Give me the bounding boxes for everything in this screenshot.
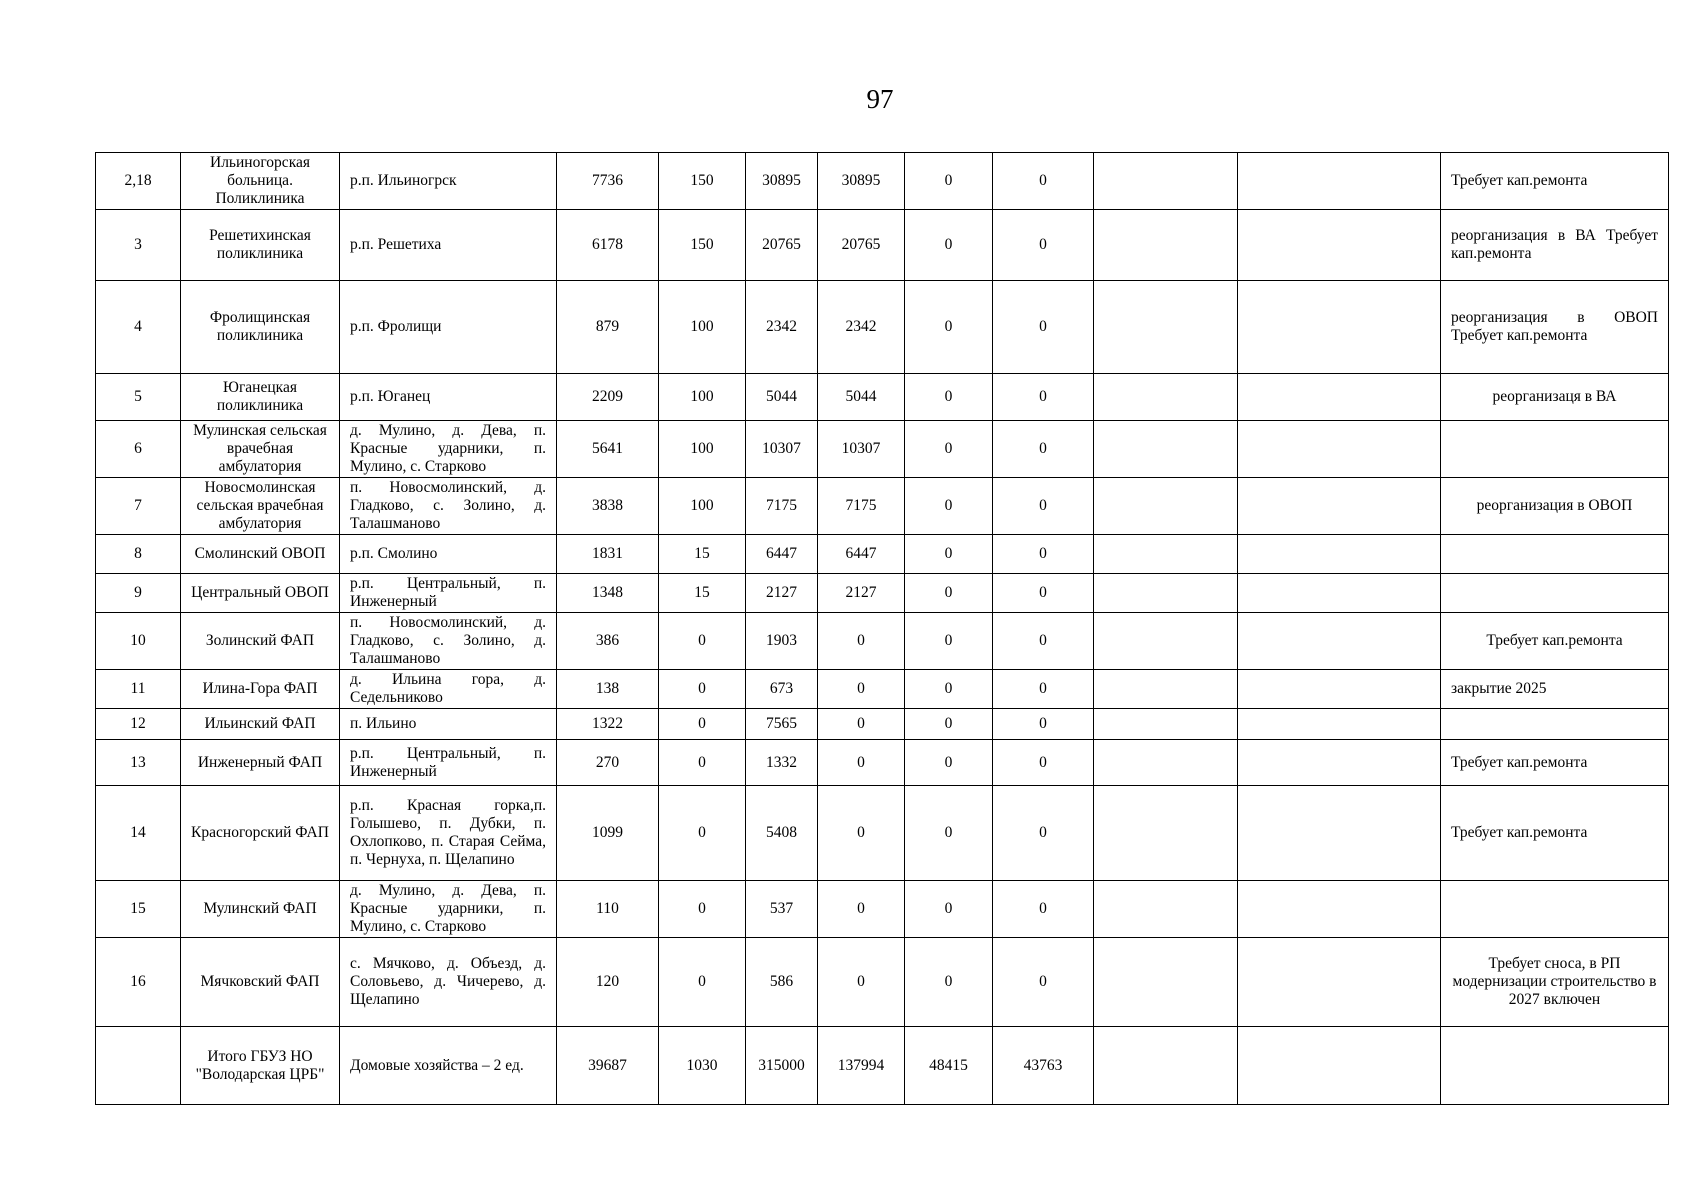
value-cell: 673 — [746, 670, 818, 709]
value-cell: 0 — [993, 709, 1094, 740]
value-cell: 48415 — [905, 1027, 993, 1105]
row-number — [96, 1027, 181, 1105]
value-cell: 0 — [993, 786, 1094, 881]
page-number: 97 — [866, 84, 894, 114]
empty-cell — [1238, 210, 1441, 281]
table-row — [96, 740, 1669, 786]
note-cell — [1441, 535, 1669, 574]
empty-cell — [1094, 210, 1238, 281]
value-cell: 0 — [993, 374, 1094, 421]
value-cell: 0 — [905, 613, 993, 670]
value-cell: 0 — [993, 421, 1094, 478]
facility-name: Центральный ОВОП — [181, 574, 340, 613]
row-number: 10 — [96, 613, 181, 670]
value-cell: 0 — [993, 670, 1094, 709]
value-cell: 0 — [659, 709, 746, 740]
value-cell: 30895 — [746, 153, 818, 210]
empty-cell — [1238, 374, 1441, 421]
facility-address: Домовые хозяйства – 2 ед. — [340, 1027, 557, 1105]
table-row — [96, 786, 1669, 881]
empty-cell — [1094, 709, 1238, 740]
row-number: 4 — [96, 281, 181, 374]
value-cell: 0 — [905, 210, 993, 281]
value-cell: 0 — [993, 938, 1094, 1027]
value-cell: 0 — [993, 740, 1094, 786]
value-cell: 20765 — [818, 210, 905, 281]
value-cell: 6447 — [746, 535, 818, 574]
empty-cell — [1094, 574, 1238, 613]
table-row — [96, 210, 1669, 281]
note-cell — [1441, 881, 1669, 938]
value-cell: 0 — [659, 613, 746, 670]
row-number: 9 — [96, 574, 181, 613]
facility-name: Ильиногорская больница. Поликлиника — [181, 153, 340, 210]
empty-cell — [1094, 740, 1238, 786]
value-cell: 100 — [659, 421, 746, 478]
value-cell: 0 — [905, 938, 993, 1027]
value-cell: 0 — [993, 478, 1094, 535]
value-cell: 0 — [818, 938, 905, 1027]
facility-address: р.п. Смолино — [340, 535, 557, 574]
empty-cell — [1094, 478, 1238, 535]
facility-address: д. Мулино, д. Дева, п. Красные ударники, п. Мулино, с. Старково — [340, 881, 557, 938]
empty-cell — [1094, 613, 1238, 670]
value-cell: 5408 — [746, 786, 818, 881]
value-cell: 386 — [557, 613, 659, 670]
value-cell: 0 — [818, 709, 905, 740]
value-cell: 1831 — [557, 535, 659, 574]
empty-cell — [1094, 1027, 1238, 1105]
value-cell: 0 — [993, 613, 1094, 670]
value-cell: 0 — [905, 153, 993, 210]
value-cell: 0 — [905, 740, 993, 786]
row-number: 6 — [96, 421, 181, 478]
value-cell: 0 — [659, 786, 746, 881]
value-cell: 0 — [659, 670, 746, 709]
row-number: 3 — [96, 210, 181, 281]
value-cell: 5044 — [746, 374, 818, 421]
value-cell: 15 — [659, 574, 746, 613]
row-number: 13 — [96, 740, 181, 786]
table-row — [96, 374, 1669, 421]
note-cell: реорганизаця в ВА — [1441, 374, 1669, 421]
value-cell: 39687 — [557, 1027, 659, 1105]
value-cell: 2127 — [746, 574, 818, 613]
note-cell: Требует сноса, в РП модернизации строительство в 2027 включен — [1441, 938, 1669, 1027]
value-cell: 0 — [993, 281, 1094, 374]
value-cell: 2342 — [818, 281, 905, 374]
empty-cell — [1238, 670, 1441, 709]
empty-cell — [1238, 709, 1441, 740]
facility-name: Илина-Гора ФАП — [181, 670, 340, 709]
table-row — [96, 281, 1669, 374]
value-cell: 0 — [818, 740, 905, 786]
facility-address: д. Мулино, д. Дева, п. Красные ударники, п. Мулино, с. Старково — [340, 421, 557, 478]
facility-name: Инженерный ФАП — [181, 740, 340, 786]
table-row — [96, 709, 1669, 740]
empty-cell — [1094, 786, 1238, 881]
value-cell: 0 — [818, 786, 905, 881]
value-cell: 150 — [659, 210, 746, 281]
note-cell — [1441, 421, 1669, 478]
empty-cell — [1094, 421, 1238, 478]
facility-name: Ильинский ФАП — [181, 709, 340, 740]
facility-name: Итого ГБУЗ НО "Володарская ЦРБ" — [181, 1027, 340, 1105]
row-number: 5 — [96, 374, 181, 421]
value-cell: 7175 — [746, 478, 818, 535]
value-cell: 100 — [659, 281, 746, 374]
empty-cell — [1238, 938, 1441, 1027]
note-cell — [1441, 1027, 1669, 1105]
facility-name: Новосмолинская сельская врачебная амбулатория — [181, 478, 340, 535]
value-cell: 1348 — [557, 574, 659, 613]
table-row — [96, 881, 1669, 938]
row-number: 15 — [96, 881, 181, 938]
empty-cell — [1238, 153, 1441, 210]
table-row — [96, 535, 1669, 574]
facilities-table — [95, 152, 1669, 1105]
note-cell: Требует кап.ремонта — [1441, 613, 1669, 670]
value-cell: 0 — [993, 153, 1094, 210]
value-cell: 1030 — [659, 1027, 746, 1105]
value-cell: 1322 — [557, 709, 659, 740]
note-cell: реорганизация в ОВОП Требует кап.ремонта — [1441, 281, 1669, 374]
note-cell: Требует кап.ремонта — [1441, 740, 1669, 786]
empty-cell — [1238, 613, 1441, 670]
value-cell: 270 — [557, 740, 659, 786]
table-row — [96, 938, 1669, 1027]
value-cell: 0 — [905, 374, 993, 421]
value-cell: 0 — [905, 786, 993, 881]
table-row — [96, 421, 1669, 478]
value-cell: 2209 — [557, 374, 659, 421]
facility-address: р.п. Юганец — [340, 374, 557, 421]
empty-cell — [1238, 740, 1441, 786]
note-cell: Требует кап.ремонта — [1441, 153, 1669, 210]
note-cell: реорганизация в ОВОП — [1441, 478, 1669, 535]
value-cell: 110 — [557, 881, 659, 938]
value-cell: 3838 — [557, 478, 659, 535]
facility-name: Решетихинская поликлиника — [181, 210, 340, 281]
value-cell: 120 — [557, 938, 659, 1027]
value-cell: 6178 — [557, 210, 659, 281]
value-cell: 43763 — [993, 1027, 1094, 1105]
facility-address: р.п. Ильиногрск — [340, 153, 557, 210]
note-cell — [1441, 709, 1669, 740]
value-cell: 0 — [818, 881, 905, 938]
row-number: 14 — [96, 786, 181, 881]
value-cell: 0 — [993, 881, 1094, 938]
value-cell: 5641 — [557, 421, 659, 478]
row-number: 8 — [96, 535, 181, 574]
value-cell: 537 — [746, 881, 818, 938]
facility-name: Смолинский ОВОП — [181, 535, 340, 574]
value-cell: 10307 — [818, 421, 905, 478]
table-row — [96, 574, 1669, 613]
table-row — [96, 153, 1669, 210]
empty-cell — [1094, 881, 1238, 938]
value-cell: 0 — [659, 740, 746, 786]
note-cell — [1441, 574, 1669, 613]
value-cell: 7175 — [818, 478, 905, 535]
value-cell: 20765 — [746, 210, 818, 281]
table-row — [96, 613, 1669, 670]
empty-cell — [1238, 786, 1441, 881]
empty-cell — [1238, 535, 1441, 574]
value-cell: 6447 — [818, 535, 905, 574]
empty-cell — [1094, 374, 1238, 421]
value-cell: 100 — [659, 374, 746, 421]
row-number: 2,18 — [96, 153, 181, 210]
facility-address: р.п. Фролищи — [340, 281, 557, 374]
value-cell: 0 — [905, 478, 993, 535]
value-cell: 2127 — [818, 574, 905, 613]
value-cell: 2342 — [746, 281, 818, 374]
value-cell: 7736 — [557, 153, 659, 210]
facility-name: Юганецкая поликлиника — [181, 374, 340, 421]
empty-cell — [1238, 881, 1441, 938]
empty-cell — [1094, 938, 1238, 1027]
empty-cell — [1094, 670, 1238, 709]
value-cell: 5044 — [818, 374, 905, 421]
value-cell: 150 — [659, 153, 746, 210]
empty-cell — [1238, 1027, 1441, 1105]
table-row — [96, 478, 1669, 535]
row-number: 16 — [96, 938, 181, 1027]
value-cell: 138 — [557, 670, 659, 709]
value-cell: 0 — [993, 210, 1094, 281]
empty-cell — [1094, 281, 1238, 374]
facility-address: р.п. Центральный, п. Инженерный — [340, 574, 557, 613]
table-row — [96, 1027, 1669, 1105]
value-cell: 0 — [905, 421, 993, 478]
value-cell: 1099 — [557, 786, 659, 881]
facility-address: д. Ильина гора, д. Седельниково — [340, 670, 557, 709]
value-cell: 0 — [993, 574, 1094, 613]
facility-name: Красногорский ФАП — [181, 786, 340, 881]
value-cell: 0 — [659, 881, 746, 938]
facility-address: с. Мячково, д. Объезд, д. Соловьево, д. Чичерево, д. Щелапино — [340, 938, 557, 1027]
value-cell: 0 — [905, 709, 993, 740]
value-cell: 586 — [746, 938, 818, 1027]
empty-cell — [1094, 153, 1238, 210]
table-row — [96, 670, 1669, 709]
row-number: 12 — [96, 709, 181, 740]
facility-address: р.п. Красная горка,п. Голышево, п. Дубки, п. Охлопково, п. Старая Сейма, п. Чернуха, п. Щелапино — [340, 786, 557, 881]
value-cell: 100 — [659, 478, 746, 535]
value-cell: 0 — [905, 535, 993, 574]
note-cell: реорганизация в ВА Требует кап.ремонта — [1441, 210, 1669, 281]
note-cell: Требует кап.ремонта — [1441, 786, 1669, 881]
empty-cell — [1094, 535, 1238, 574]
facility-address: п. Новосмолинский, д. Гладково, с. Золино, д. Талашманово — [340, 613, 557, 670]
empty-cell — [1238, 421, 1441, 478]
value-cell: 7565 — [746, 709, 818, 740]
value-cell: 0 — [905, 670, 993, 709]
value-cell: 0 — [659, 938, 746, 1027]
value-cell: 0 — [905, 574, 993, 613]
facility-address: п. Новосмолинский, д. Гладково, с. Золино, д. Талашманово — [340, 478, 557, 535]
value-cell: 315000 — [746, 1027, 818, 1105]
row-number: 7 — [96, 478, 181, 535]
facility-name: Золинский ФАП — [181, 613, 340, 670]
value-cell: 137994 — [818, 1027, 905, 1105]
facility-address: р.п. Центральный, п. Инженерный — [340, 740, 557, 786]
value-cell: 1332 — [746, 740, 818, 786]
value-cell: 0 — [818, 613, 905, 670]
value-cell: 0 — [818, 670, 905, 709]
empty-cell — [1238, 281, 1441, 374]
value-cell: 0 — [905, 281, 993, 374]
note-cell: закрытие 2025 — [1441, 670, 1669, 709]
empty-cell — [1238, 574, 1441, 613]
facility-address: р.п. Решетиха — [340, 210, 557, 281]
facility-name: Фролищинская поликлиника — [181, 281, 340, 374]
row-number: 11 — [96, 670, 181, 709]
facility-name: Мулинский ФАП — [181, 881, 340, 938]
facility-name: Мулинская сельская врачебная амбулатория — [181, 421, 340, 478]
value-cell: 15 — [659, 535, 746, 574]
facility-name: Мячковский ФАП — [181, 938, 340, 1027]
value-cell: 1903 — [746, 613, 818, 670]
value-cell: 10307 — [746, 421, 818, 478]
empty-cell — [1238, 478, 1441, 535]
value-cell: 30895 — [818, 153, 905, 210]
value-cell: 879 — [557, 281, 659, 374]
value-cell: 0 — [993, 535, 1094, 574]
facility-address: п. Ильино — [340, 709, 557, 740]
value-cell: 0 — [905, 881, 993, 938]
